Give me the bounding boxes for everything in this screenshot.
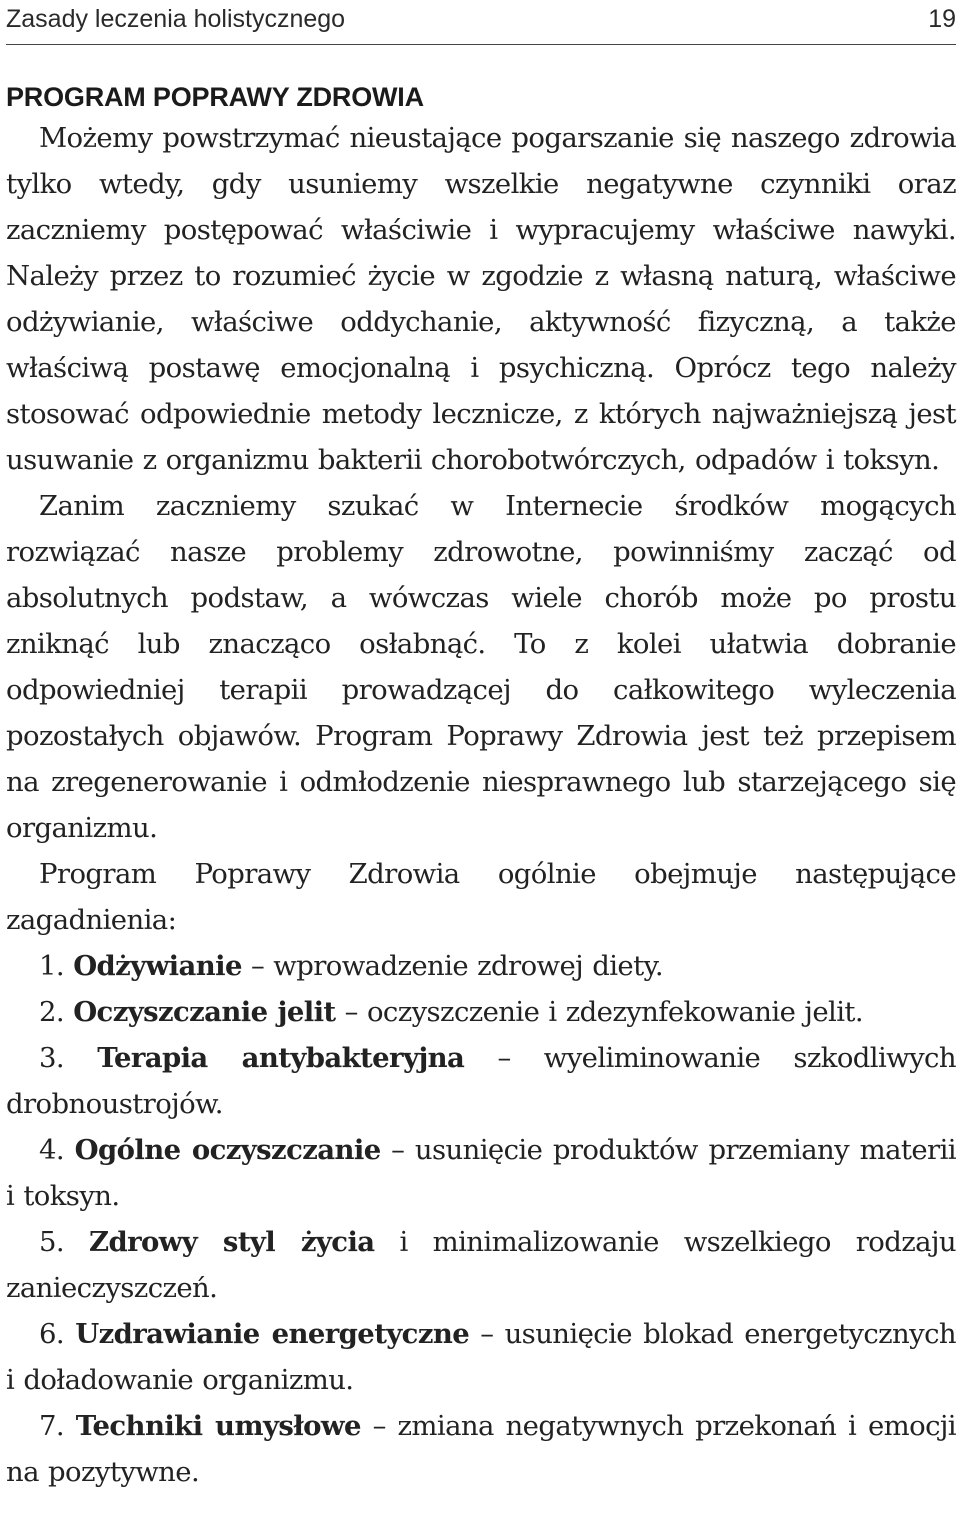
running-title: Zasady leczenia holistycznego — [6, 5, 346, 33]
list-item-number: 6. — [39, 1318, 65, 1350]
list-item-text: – usunięcie produktów przemiany materii i toksyn. — [6, 1134, 956, 1212]
list-item-number: 7. — [39, 1410, 65, 1442]
list-item — [6, 1035, 956, 1127]
list-item — [6, 1219, 956, 1311]
list-item-term: Uzdrawianie energetyczne — [75, 1318, 470, 1350]
list-item — [6, 1127, 956, 1219]
list-item-term: Zdrowy styl życia — [88, 1226, 375, 1258]
page-number: 19 — [928, 5, 956, 33]
paragraph: Możemy powstrzymać nieustające pogarszanie się naszego zdrowia tylko wtedy, gdy usuniemy wszelkie negatywne czynniki oraz zaczniemy postępować właściwie i wypracujemy właściwe nawyki. Należy przez to rozumieć życie w zgodzie z własną naturą, właściwe odżywianie, właściwe oddychanie, aktywność fizyczną, a także właściwą postawę emocjonalną i psychiczną. Oprócz tego należy stosować odpowiednie metody lecznicze, z których najważniejszą jest usuwanie z organizmu bakterii chorobotwórczych, odpadów i toksyn. — [6, 122, 956, 476]
list-item — [6, 1403, 956, 1495]
paragraph: Program Poprawy Zdrowia ogólnie obejmuje następujące zagadnienia: — [6, 858, 956, 936]
running-header — [6, 0, 956, 45]
list-item-number: 1. — [39, 950, 65, 982]
list-item-term: Terapia antybakteryjna — [97, 1042, 465, 1074]
list-item-text: – oczyszczenie i zdezynfekowanie jelit. — [335, 996, 863, 1028]
list-item-term: Odżywianie — [73, 950, 242, 982]
list-item-number: 3. — [39, 1042, 65, 1074]
list-item-number: 4. — [39, 1134, 65, 1166]
list-item — [6, 943, 956, 989]
list-item-number: 5. — [39, 1226, 65, 1258]
list-item-number: 2. — [39, 996, 65, 1028]
list-item-text: – zmiana negatywnych przekonań i emocji na pozytywne. — [6, 1410, 956, 1488]
book-page — [6, 0, 956, 1495]
list-item — [6, 1311, 956, 1403]
list-item-term: Techniki umysłowe — [75, 1410, 361, 1442]
list-item-text: – wprowadzenie zdrowej diety. — [241, 950, 663, 982]
list-item — [6, 989, 956, 1035]
list-item-term: Oczyszczanie jelit — [73, 996, 336, 1028]
list-item-text: – wyeliminowanie szkodliwych drobnoustrojów. — [6, 1042, 956, 1120]
list-item-text: i minimalizowanie wszelkiego rodzaju zanieczyszczeń. — [6, 1226, 956, 1304]
paragraph: Zanim zaczniemy szukać w Internecie środków mogących rozwiązać nasze problemy zdrowotne, powinniśmy zacząć od absolutnych podstaw, a wówczas wiele chorób może po prostu zniknąć lub znacząco osłabnąć. To z kolei ułatwia dobranie odpowiedniej terapii prowadzącej do całkowitego wyleczenia pozostałych objawów. Program Poprawy Zdrowia jest też przepisem na zregenerowanie i odmłodzenie niesprawnego lub starzejącego się organizmu. — [6, 490, 956, 844]
list-item-term: Ogólne oczyszczanie — [74, 1134, 381, 1166]
list-item-text: – usunięcie blokad energetycznych i doładowanie organizmu. — [6, 1318, 956, 1396]
section-heading: PROGRAM POPRAWY ZDROWIA — [6, 82, 424, 112]
